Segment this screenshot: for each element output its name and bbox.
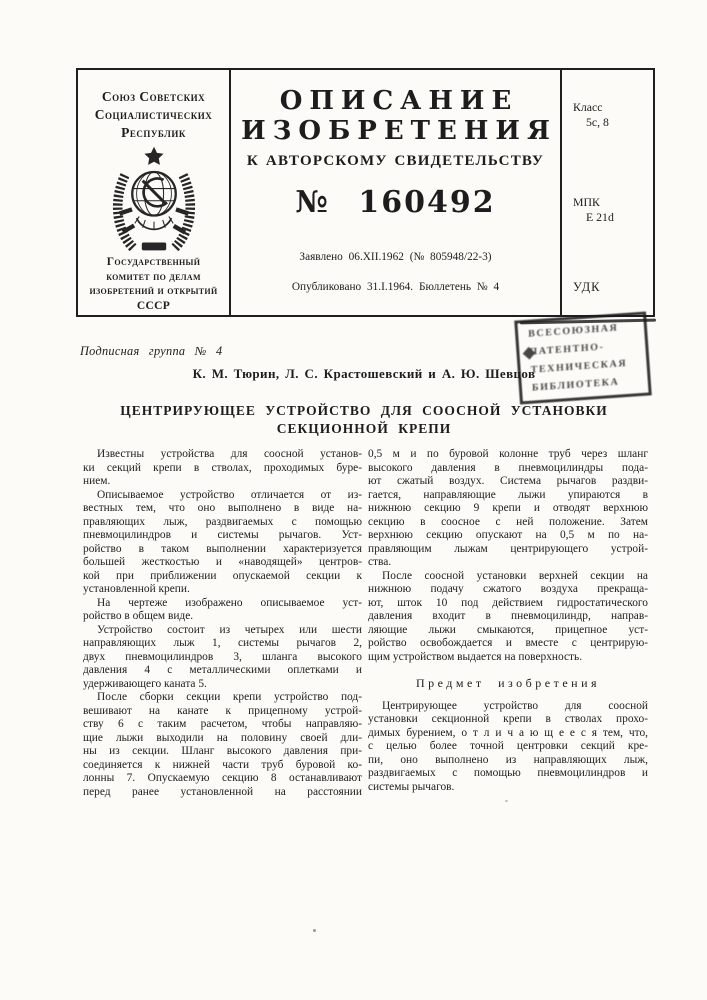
text-line: перед ранее установленной на расстоянии	[83, 785, 362, 798]
text-line: ны из секции. Шланг высокого давления при-	[83, 745, 362, 757]
text-line: ют, шток 10 под действием гидростатического	[368, 596, 648, 609]
ussr-coat-of-arms-icon	[101, 145, 207, 253]
scan-speck	[313, 929, 316, 932]
certificate-subtitle: К АВТОРСКОМУ СВИДЕТЕЛЬСТВУ	[246, 153, 545, 169]
text-line: верхнюю секцию опускают на 0,5 м по на-	[368, 529, 648, 541]
header-center-cell	[231, 70, 562, 315]
invention-title	[73, 402, 655, 437]
text-line: вешивают на канате к прицепному устрой-	[83, 704, 362, 717]
country-name	[78, 88, 229, 142]
class-value: 5с, 8	[586, 115, 609, 129]
paragraph	[83, 597, 362, 624]
text-line: нижнюю подачу сжатого воздуха прекраща-	[368, 583, 648, 595]
mpk-label: МПК	[573, 195, 600, 209]
scan-speck	[505, 800, 508, 802]
paragraph	[368, 700, 648, 795]
text-line: нием.	[83, 475, 111, 487]
description-title-line2: ИЗОБРЕТЕНИЯ	[241, 116, 557, 146]
text-line: направляющих лыж 1, системы рычагов 2,	[83, 637, 362, 649]
text-line: соединяется к нижней части труб буровой ко-	[83, 758, 362, 771]
list-item: ВСЕСОЮЗНАЯ	[528, 322, 619, 340]
paragraph	[83, 624, 362, 692]
text-line: кой при приближении опускаемой секции к	[83, 569, 362, 582]
text-line: щие лыжи выходили на половину своей дли-	[83, 731, 362, 744]
text-line: ки секций крепи в стволах, проходимых буре-	[83, 461, 362, 474]
text-line: Устройство состоит из четырех или шести	[97, 623, 362, 636]
committee-line: Государственный	[106, 256, 201, 268]
text-line: димых бурением, о т л и ч а ю щ е е с я тем, что,	[368, 726, 648, 739]
text-line: давления входит в пневмоцилиндр, направ-	[368, 610, 648, 622]
text-line: большей жесткостью и «наводящей» центров-	[83, 556, 362, 568]
patent-number: № 160492	[295, 185, 496, 220]
text-line: Известны устройства для соосной установ-	[97, 448, 362, 460]
stamp-text	[528, 318, 647, 398]
text-line: ют сжатый воздух. Система рычагов раздви-	[368, 475, 648, 487]
mpk-value: Е 21d	[586, 210, 614, 224]
text-line: 0,5 м и по буровой колонне труб через шланг	[368, 448, 648, 460]
text-line: пневмоцилиндров и системы рычагов. Уст-	[83, 529, 362, 541]
text-line: давления 4 с металлическими оплетками и	[83, 664, 362, 676]
text-line: ству 6 с таким расчетом, чтобы направляю-	[83, 718, 362, 730]
text-line: пи, оно выполнено из направляющих лыж,	[368, 753, 648, 766]
text-line: После соосной установки верхней секции на	[382, 569, 648, 582]
invention-title-line2: СЕКЦИОННОЙ КРЕПИ	[276, 420, 452, 436]
list-item: ПАТЕНТНО-	[529, 341, 605, 358]
text-line: После сборки секции крепи устройство под-	[97, 691, 362, 703]
text-line: правляющих лыж, раздвигаемых с помощью	[83, 515, 362, 528]
text-line: щим устройством выдается на поверхность.	[368, 650, 583, 663]
text-line: системы рычагов.	[368, 780, 455, 793]
paragraph	[83, 448, 362, 489]
text-line: установленной крепи.	[83, 583, 190, 595]
paragraph	[368, 570, 648, 665]
committee-line: СССР	[136, 299, 171, 312]
class-label: Класс	[573, 100, 603, 114]
text-line: ройство в таком выполнении характеризуется	[83, 542, 362, 555]
subscription-group: Подписная группа № 4	[80, 344, 223, 358]
right-column-text-top	[368, 448, 648, 664]
committee-line: комитет по делам	[106, 270, 201, 283]
paragraph	[83, 489, 362, 597]
text-line: ройство в общем виде.	[83, 610, 194, 622]
committee-line: изобретений и открытий	[89, 285, 218, 297]
text-line: ляющие лыжи смыкаются, прицепное уст-	[368, 623, 648, 636]
description-title-line1: ОПИСАНИЕ	[279, 86, 519, 116]
text-line: лонны 7. Опускаемую секцию 8 останавливают	[83, 772, 362, 784]
text-line: Описываемое устройство отличается от из-	[97, 488, 362, 501]
text-line: высокого давления в пневмоцилиндры пода-	[368, 461, 648, 474]
paragraph	[368, 448, 648, 570]
authors-line: К. М. Тюрин, Л. С. Крастошевский и А. Ю. Шевцов	[192, 366, 536, 381]
text-line: удерживающего каната 5.	[83, 677, 207, 690]
committee-name	[78, 255, 229, 313]
list-item: БИБЛИОТЕКА	[531, 376, 620, 394]
body-left-column	[83, 448, 362, 799]
text-line: с целью более точной центровки секций кре-	[368, 740, 648, 752]
text-line: На чертеже изображено описываемое уст-	[97, 596, 362, 609]
body-right-column	[368, 448, 648, 794]
text-line: секцию в соосное с ней положение. Затем	[368, 515, 648, 528]
country-line: Республик	[121, 125, 186, 140]
paragraph	[83, 691, 362, 799]
mpk-block	[573, 195, 653, 225]
class-block	[573, 100, 653, 130]
text-line: правляющим лыжам центрирующего устрой-	[368, 542, 648, 555]
invention-title-line1: ЦЕНТРИРУЮЩЕЕ УСТРОЙСТВО ДЛЯ СООСНОЙ УСТАНОВКИ	[120, 403, 608, 418]
filed-date-line: Заявлено 06.XII.1962 (№ 805948/22-3)	[299, 251, 492, 263]
udk-label: УДК	[573, 280, 601, 294]
text-line: гается, направляющие лыжи упираются в	[368, 488, 648, 501]
header-left-cell	[78, 70, 231, 315]
text-line: Центрирующее устройство для соосной	[382, 699, 648, 712]
text-line: ройство освобождается и вместе с центрирую-	[368, 637, 648, 649]
text-line: ства.	[368, 556, 392, 568]
text-line: установки секционной крепи в стволах прохо-	[368, 713, 648, 725]
country-line: Социалистических	[94, 107, 213, 122]
header-right-cell	[562, 70, 653, 315]
text-line: двух пневмоцилиндров 3, шланга высокого	[83, 650, 362, 663]
library-stamp	[514, 311, 652, 404]
country-line: Союз Советских	[101, 89, 206, 104]
published-date-line: Опубликовано 31.I.1964. Бюллетень № 4	[291, 281, 500, 293]
header-table	[76, 68, 655, 317]
right-column-text-claim	[368, 700, 648, 795]
text-line: раздвигаемых с помощью пневмоцилиндров и	[368, 767, 648, 779]
text-line: нижнюю секцию 9 крепи и отводят верхнюю	[368, 502, 648, 514]
text-line: вестных тем, что оно выполнено в виде на-	[83, 502, 362, 514]
claim-heading: Предмет изобретения	[415, 676, 601, 690]
list-item: ТЕХНИЧЕСКАЯ	[530, 357, 628, 376]
